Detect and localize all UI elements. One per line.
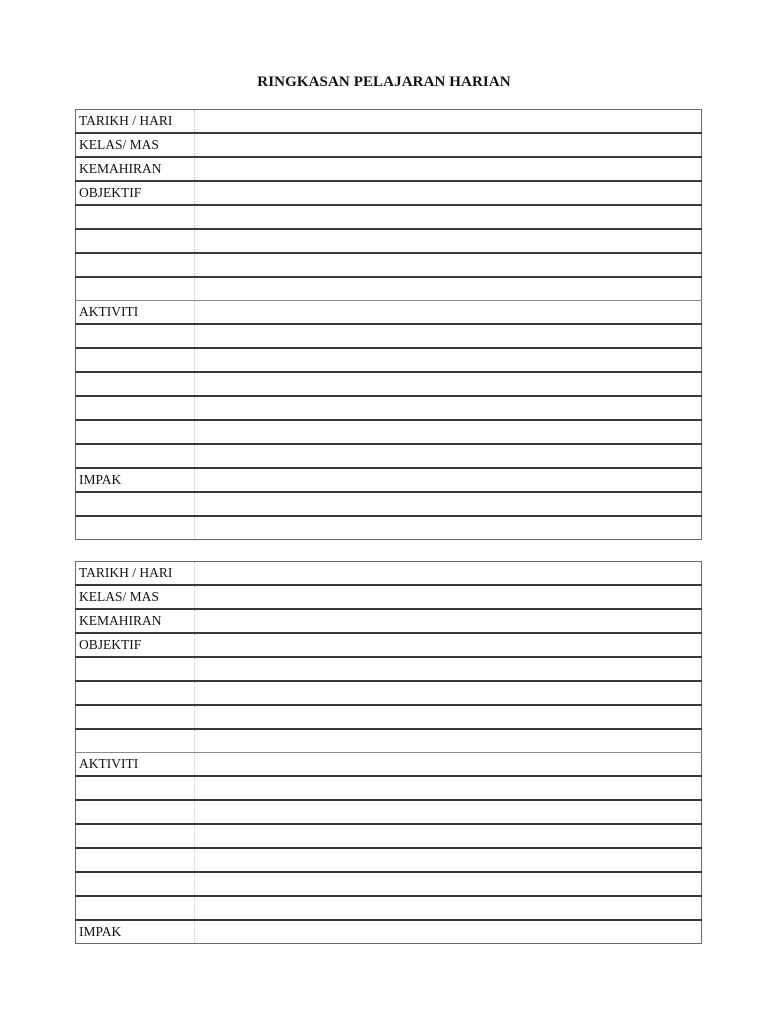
form-row — [76, 348, 702, 372]
field-value-line[interactable] — [195, 253, 702, 277]
form-row — [76, 133, 702, 157]
field-label-blank — [76, 776, 195, 800]
field-value-line[interactable] — [195, 896, 702, 920]
field-label-kemahiran: KEMAHIRAN — [76, 157, 195, 181]
form-row — [76, 920, 702, 944]
form-row — [76, 516, 702, 540]
field-label-blank — [76, 705, 195, 729]
field-label-blank — [76, 205, 195, 229]
field-label-kemahiran: KEMAHIRAN — [76, 609, 195, 633]
field-label-blank — [76, 729, 195, 753]
form-row — [76, 372, 702, 396]
field-value-line[interactable] — [195, 348, 702, 372]
form-row — [76, 324, 702, 348]
field-label-tarikh-hari: TARIKH / HARI — [76, 110, 195, 134]
field-value-kemahiran[interactable] — [195, 157, 702, 181]
lesson-summary-form-1 — [75, 109, 702, 540]
form-row — [76, 753, 702, 777]
form-row — [76, 420, 702, 444]
field-label-blank — [76, 348, 195, 372]
form-row — [76, 205, 702, 229]
form-row — [76, 705, 702, 729]
field-label-objektif: OBJEKTIF — [76, 181, 195, 205]
field-value-objektif[interactable] — [195, 633, 702, 657]
field-label-kelas-mas: KELAS/ MAS — [76, 133, 195, 157]
form-row — [76, 110, 702, 134]
field-label-blank — [76, 824, 195, 848]
form-row — [76, 657, 702, 681]
field-value-line[interactable] — [195, 872, 702, 896]
form-row — [76, 253, 702, 277]
field-value-line[interactable] — [195, 372, 702, 396]
field-label-blank — [76, 516, 195, 540]
form-row — [76, 896, 702, 920]
field-label-blank — [76, 420, 195, 444]
field-label-objektif: OBJEKTIF — [76, 633, 195, 657]
field-label-aktiviti: AKTIVITI — [76, 301, 195, 325]
field-value-objektif[interactable] — [195, 181, 702, 205]
field-value-line[interactable] — [195, 657, 702, 681]
form-row — [76, 301, 702, 325]
form-row — [76, 229, 702, 253]
form-row — [76, 585, 702, 609]
field-label-blank — [76, 229, 195, 253]
field-label-blank — [76, 657, 195, 681]
form-row — [76, 468, 702, 492]
field-value-line[interactable] — [195, 800, 702, 824]
form-row — [76, 872, 702, 896]
field-label-blank — [76, 492, 195, 516]
field-value-aktiviti[interactable] — [195, 301, 702, 325]
field-value-line[interactable] — [195, 776, 702, 800]
field-label-aktiviti: AKTIVITI — [76, 753, 195, 777]
form-row — [76, 444, 702, 468]
form-row — [76, 729, 702, 753]
field-value-line[interactable] — [195, 444, 702, 468]
field-label-blank — [76, 396, 195, 420]
field-value-line[interactable] — [195, 848, 702, 872]
form-row — [76, 824, 702, 848]
field-value-line[interactable] — [195, 324, 702, 348]
field-value-tarikh-hari[interactable] — [195, 110, 702, 134]
field-value-line[interactable] — [195, 516, 702, 540]
field-label-blank — [76, 444, 195, 468]
field-label-blank — [76, 848, 195, 872]
field-label-blank — [76, 800, 195, 824]
field-label-impak: IMPAK — [76, 920, 195, 944]
field-value-line[interactable] — [195, 277, 702, 301]
field-value-line[interactable] — [195, 705, 702, 729]
form-row — [76, 157, 702, 181]
page-title: RINGKASAN PELAJARAN HARIAN — [257, 74, 511, 90]
form-row — [76, 633, 702, 657]
form-row — [76, 609, 702, 633]
field-value-line[interactable] — [195, 420, 702, 444]
form-row — [76, 848, 702, 872]
field-label-kelas-mas: KELAS/ MAS — [76, 585, 195, 609]
field-value-aktiviti[interactable] — [195, 753, 702, 777]
field-label-blank — [76, 253, 195, 277]
field-value-line[interactable] — [195, 824, 702, 848]
field-value-impak[interactable] — [195, 468, 702, 492]
form-row — [76, 681, 702, 705]
field-value-kemahiran[interactable] — [195, 609, 702, 633]
lesson-summary-form-2 — [75, 561, 702, 944]
field-label-impak: IMPAK — [76, 468, 195, 492]
field-label-blank — [76, 372, 195, 396]
form-row — [76, 800, 702, 824]
form-row — [76, 181, 702, 205]
form-row — [76, 776, 702, 800]
field-value-line[interactable] — [195, 681, 702, 705]
field-value-kelas-mas[interactable] — [195, 133, 702, 157]
field-value-impak[interactable] — [195, 920, 702, 944]
field-label-blank — [76, 681, 195, 705]
field-value-kelas-mas[interactable] — [195, 585, 702, 609]
field-value-line[interactable] — [195, 205, 702, 229]
form-row — [76, 562, 702, 586]
form-row — [76, 396, 702, 420]
field-label-blank — [76, 896, 195, 920]
field-label-blank — [76, 324, 195, 348]
field-value-tarikh-hari[interactable] — [195, 562, 702, 586]
field-value-line[interactable] — [195, 492, 702, 516]
field-label-tarikh-hari: TARIKH / HARI — [76, 562, 195, 586]
field-value-line[interactable] — [195, 396, 702, 420]
form-row — [76, 277, 702, 301]
field-label-blank — [76, 277, 195, 301]
field-label-blank — [76, 872, 195, 896]
form-row — [76, 492, 702, 516]
field-value-line[interactable] — [195, 729, 702, 753]
field-value-line[interactable] — [195, 229, 702, 253]
